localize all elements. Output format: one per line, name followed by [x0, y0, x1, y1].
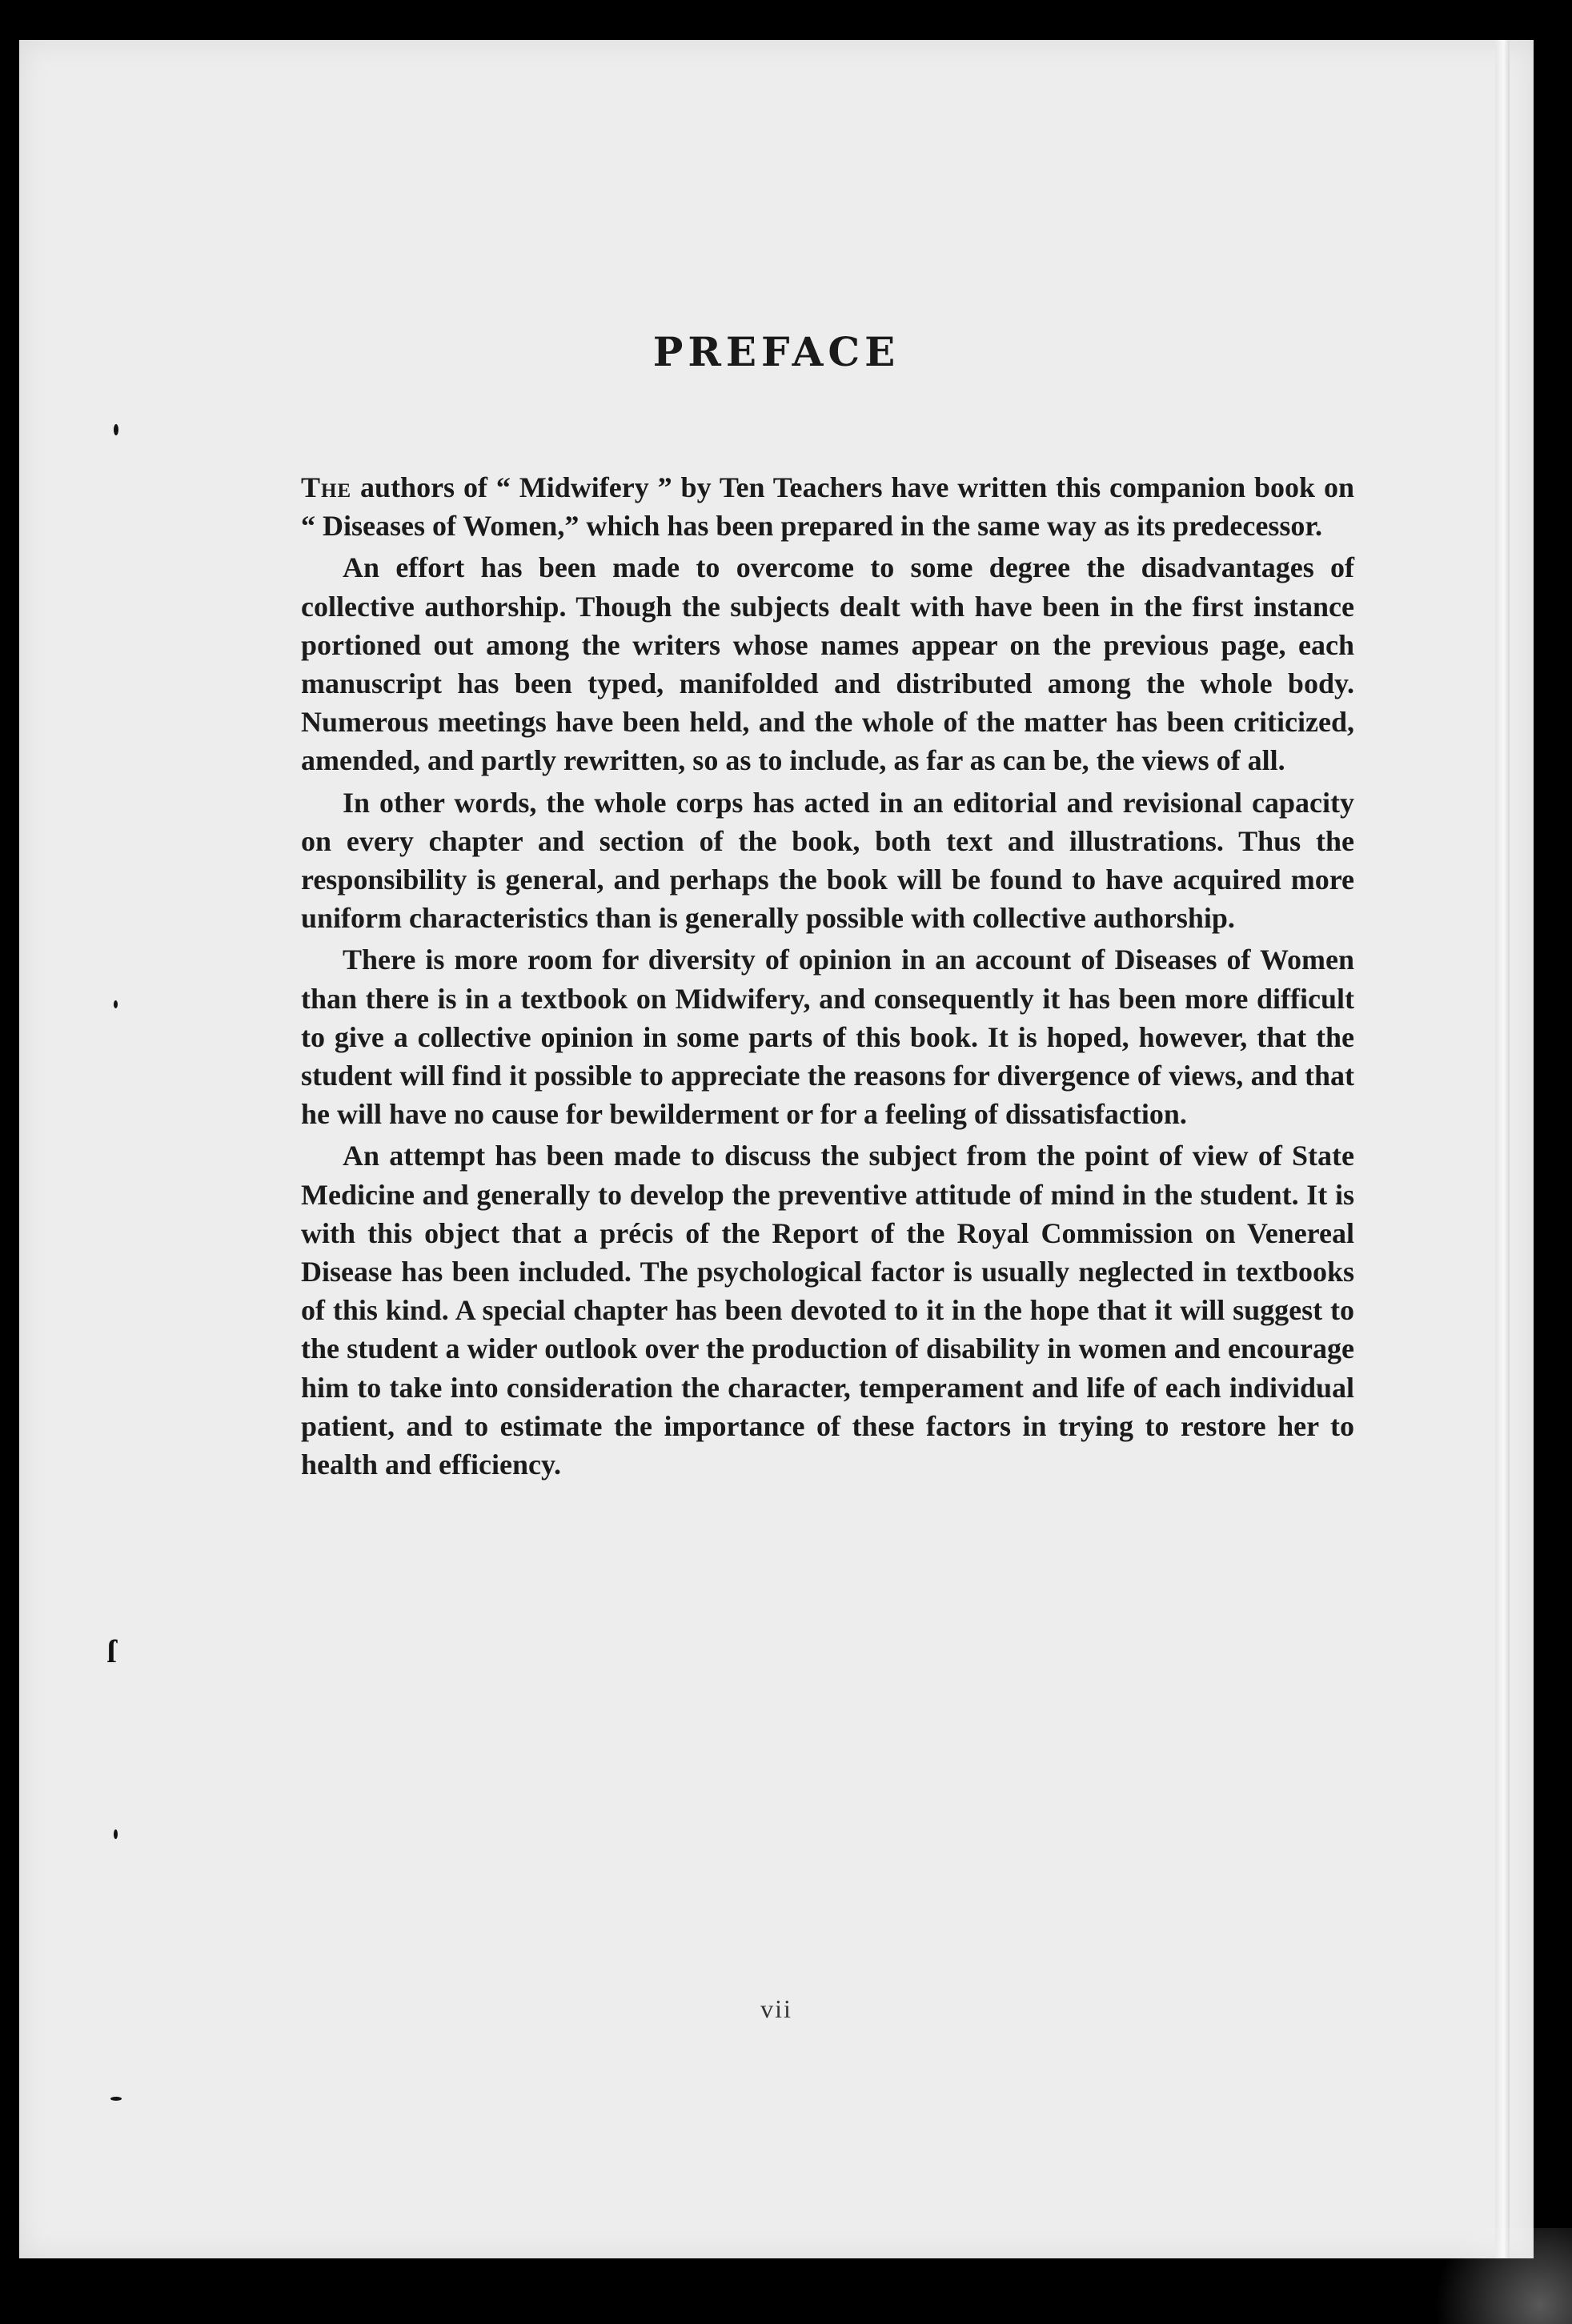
page-title: PREFACE	[652, 328, 900, 375]
paragraph-2-text: An effort has been made to overcome to some degree the disadvantages of collective authorship. Though the subjects dealt with have been in the first instance portioned out among the writers whose names appear on the previous page, each manuscript has been typed, manifolded and distributed among the whole body. Numerous meetings have been held, and the whole of the matter has been criticized, amended, and partly rewritten, so as to include, as far as can be, the views of all.	[301, 551, 1354, 777]
margin-speck	[114, 1000, 118, 1008]
paragraph-2	[301, 548, 1354, 779]
paragraph-4	[301, 940, 1354, 1133]
paragraph-5-text: An attempt has been made to discuss the subject from the point of view of State Medicine and generally to develop the preventive attitude of mind in the student. It is with this object that a précis of the Report of the Royal Commission on Venereal Disease has been included. The psychological factor is usually neglected in textbooks of this kind. A special chapter has been devoted to it in the hope that it will suggest to the student a wider outlook over the production of disability in women and encourage him to take into consideration the character, temperament and life of each individual patient, and to estimate the importance of these factors in trying to restore her to health and efficiency.	[301, 1140, 1354, 1481]
margin-speck	[114, 1829, 118, 1839]
margin-mark: ſ	[107, 1633, 117, 1669]
paragraph-5	[301, 1136, 1354, 1484]
margin-speck	[110, 2097, 122, 2101]
paragraph-1-lead: The	[301, 471, 352, 503]
margin-speck	[114, 424, 118, 435]
paragraph-1	[301, 468, 1354, 545]
paragraph-3-text: In other words, the whole corps has acted in an editorial and revisional capacity on every chapter and section of the book, both text and illustrations. Thus the responsibility is general, and perhaps the book will be found to have acquired more uniform characteristics than is generally possible with collective authorship.	[301, 786, 1354, 935]
paragraph-4-text: There is more room for diversity of opinion in an account of Diseases of Women than there is in a textbook on Midwifery, and consequently it has been more difficult to give a collective opinion in some parts of this book. It is hoped, however, that the student will find it possible to appreciate the reasons for divergence of views, and that he will have no cause for bewilderment or for a feeling of dissatisfaction.	[301, 944, 1354, 1131]
scan-noise	[1412, 2228, 1572, 2324]
page-number: vii	[760, 1994, 792, 2023]
preface-body	[301, 468, 1354, 1484]
paragraph-3	[301, 783, 1354, 938]
book-page	[19, 40, 1534, 2258]
paragraph-1-text: authors of “ Midwifery ” by Ten Teachers have written this companion book on “ Diseases of Women,” which has been prepared in the same way as its predecessor.	[301, 471, 1354, 543]
